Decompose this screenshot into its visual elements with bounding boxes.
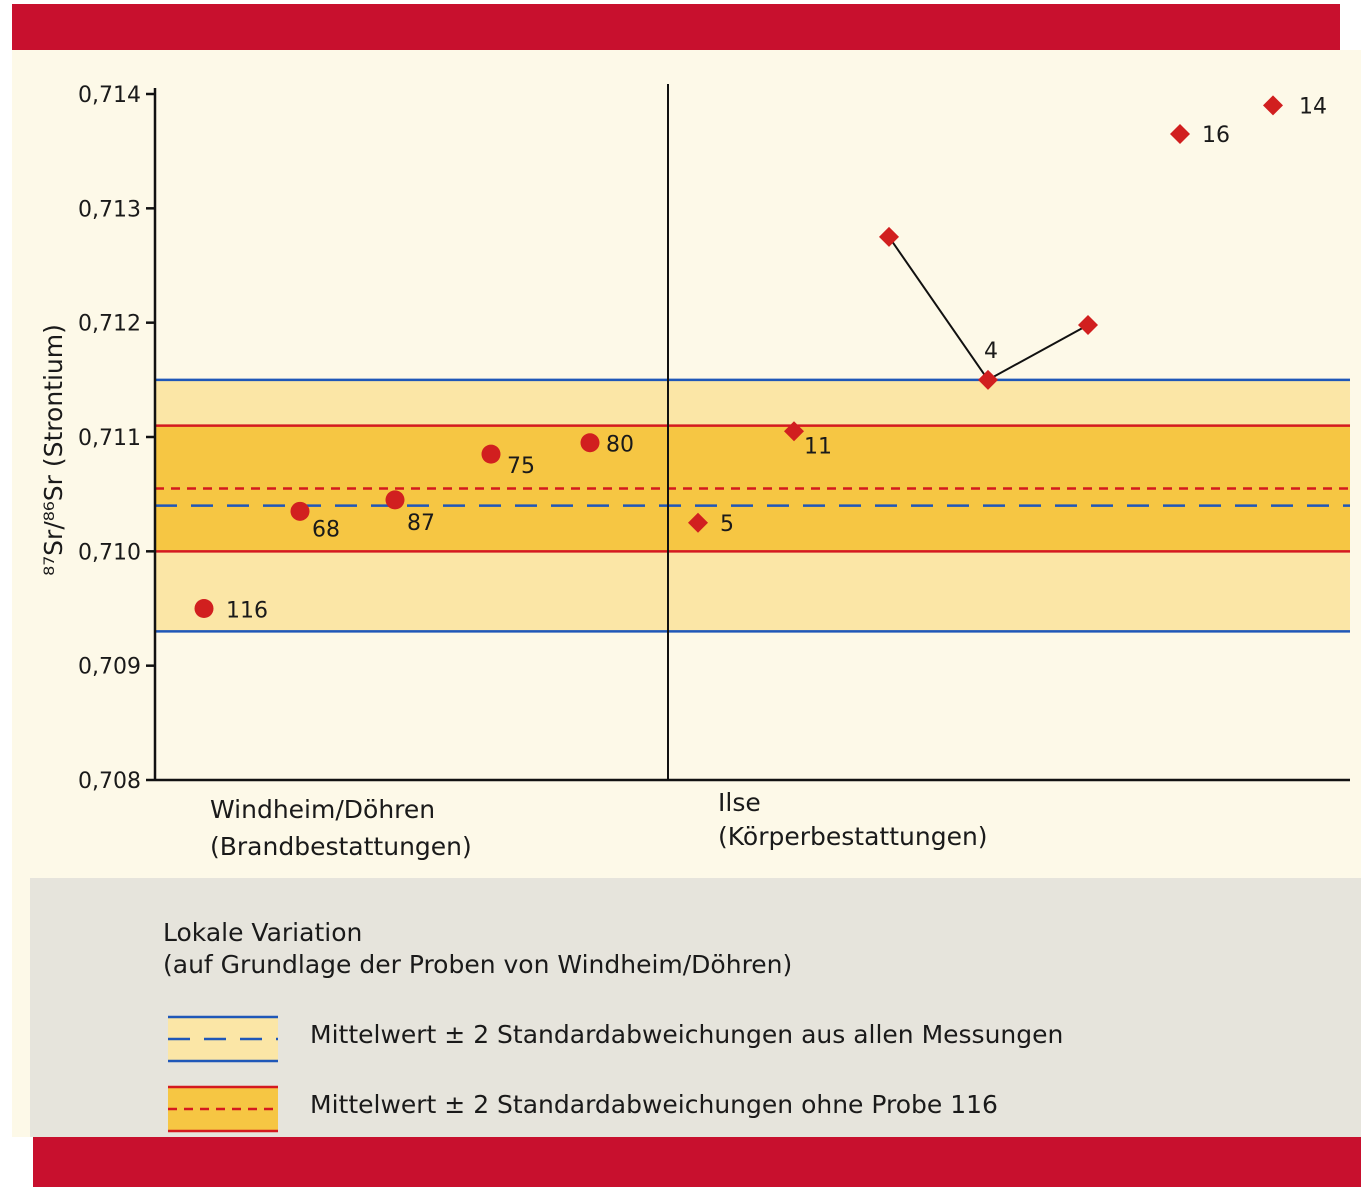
y-tick-label-3: 0,711 xyxy=(78,426,141,451)
point-windheim-80 xyxy=(581,433,600,452)
group-label-windheim: Windheim/Döhren xyxy=(210,795,436,824)
point-windheim-68 xyxy=(291,502,310,521)
y-tick-label-2: 0,710 xyxy=(78,540,141,566)
label-ilse-4: 4 xyxy=(984,338,998,364)
legend-entry-all: Mittelwert ± 2 Standardabweichungen aus allen Messungen xyxy=(310,1020,1064,1049)
point-windheim-116 xyxy=(195,599,214,618)
y-tick-label-6: 0,714 xyxy=(78,83,141,108)
label-windheim-75: 75 xyxy=(507,454,535,480)
y-tick-label-4: 0,712 xyxy=(78,311,141,337)
y-axis-label: ⁸⁷Sr/⁸⁶Sr (Strontium) xyxy=(39,324,68,576)
label-windheim-68: 68 xyxy=(312,517,340,543)
legend-entry-without-116: Mittelwert ± 2 Standardabweichungen ohne Probe 116 xyxy=(310,1090,998,1119)
label-ilse-11: 11 xyxy=(804,434,832,460)
point-ilse-14 xyxy=(1263,95,1283,115)
group-sublabel-ilse: (Körperbestattungen) xyxy=(718,822,988,851)
label-ilse-14: 14 xyxy=(1299,94,1327,120)
label-ilse-5: 5 xyxy=(720,511,734,537)
y-tick-label-1: 0,709 xyxy=(78,654,141,680)
group-label-ilse: Ilse xyxy=(718,788,761,817)
label-windheim-116: 116 xyxy=(226,598,268,624)
legend-subtitle: (auf Grundlage der Proben von Windheim/Döhren) xyxy=(163,950,793,979)
legend-title: Lokale Variation xyxy=(163,918,363,947)
point-ilse-unlabeled-2 xyxy=(879,227,899,247)
y-tick-label-0: 0,708 xyxy=(78,769,141,794)
point-windheim-75 xyxy=(482,445,501,464)
point-ilse-16 xyxy=(1170,124,1190,144)
point-windheim-87 xyxy=(386,490,405,509)
variation-bands xyxy=(155,380,1350,632)
label-windheim-80: 80 xyxy=(606,432,634,458)
label-windheim-87: 87 xyxy=(407,510,435,536)
y-tick-label-5: 0,713 xyxy=(78,197,141,223)
label-ilse-16: 16 xyxy=(1202,123,1230,149)
group-sublabel-windheim: (Brandbestattungen) xyxy=(210,832,472,861)
point-ilse-unlabeled-4 xyxy=(1078,315,1098,335)
